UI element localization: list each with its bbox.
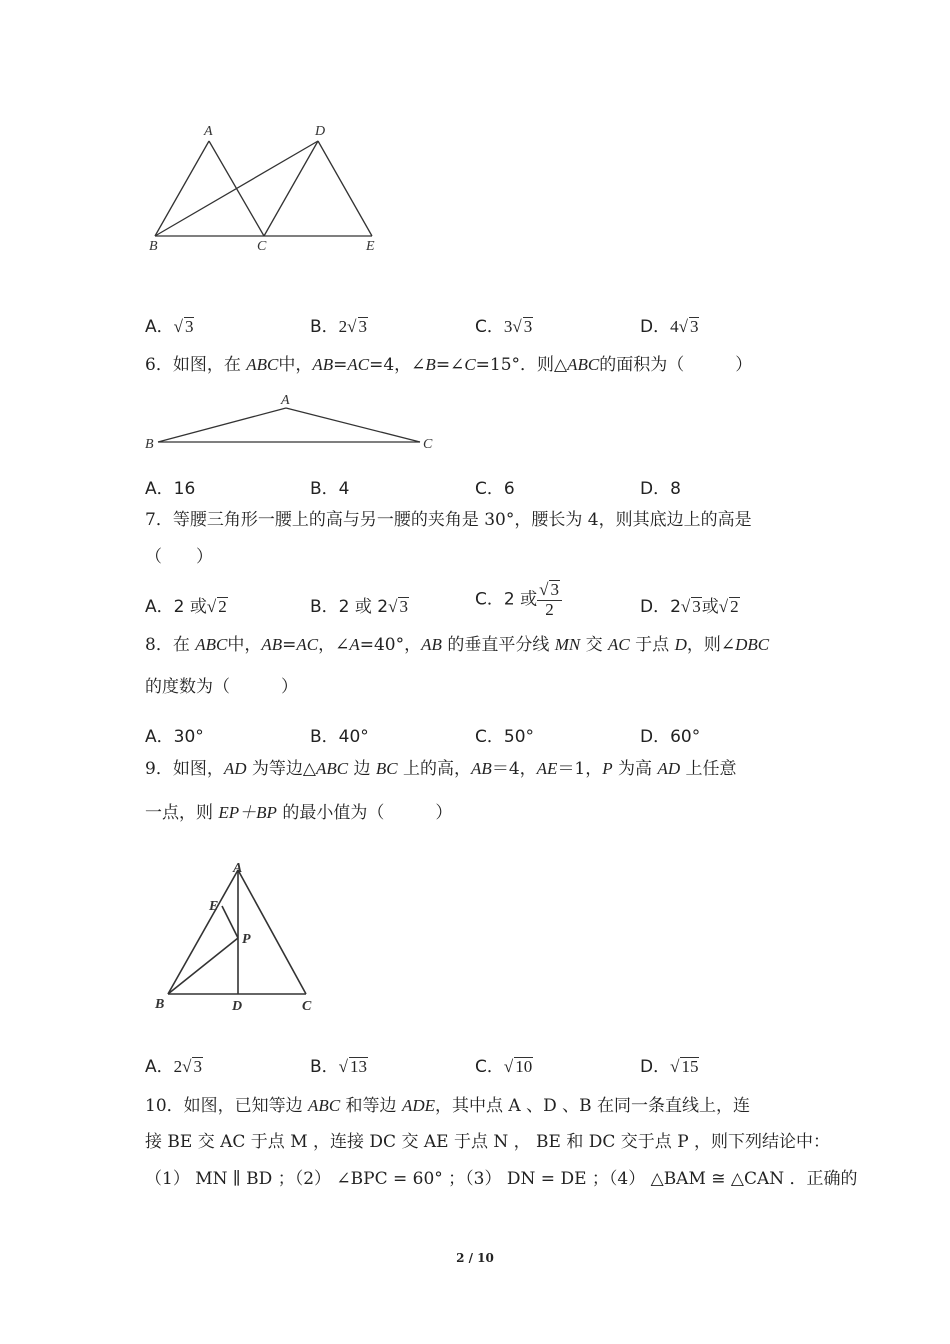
q10-stem: 10．如图，已知等边 ABC 和等边 ADE，其中点 A 、D 、B 在同一条直线上，连 (145, 1096, 751, 1116)
q8-option-b: B．40° (310, 727, 369, 747)
q7-stem-line2: （ ） (145, 547, 213, 567)
figure-q5-triangles (140, 120, 390, 260)
label-a: A (204, 124, 213, 139)
q9-option-d: D．√ 15 (640, 1057, 699, 1077)
label-a: A (281, 393, 290, 408)
q9-stem: 9．如图，AD 为等边△ABC 边 BC 上的高，AB＝4，AE＝1，P 为高 AD 上任意 (145, 759, 737, 779)
q6-option-c: C．6 (475, 479, 515, 499)
label-d: D (315, 124, 326, 139)
label-a: A (233, 861, 243, 876)
label-e: E (366, 239, 375, 254)
label-c: C (423, 437, 433, 452)
q8-option-a: A．30° (145, 727, 204, 747)
q9-stem-line2: 一点，则 EP＋BP 的最小值为（ ） (145, 803, 453, 823)
label-e: E (209, 899, 219, 914)
q5-option-b: B．2√ 3 (310, 317, 368, 337)
q6-option-a: A．16 (145, 479, 196, 499)
q5-option-a: A．√ 3 (145, 317, 194, 337)
q10-stem-line2: 接 BE 交 AC 于点 M ，连接 DC 交 AE 于点 N ， BE 和 DC 交于点 P ，则下列结论中： (145, 1132, 831, 1152)
q6-option-b: B．4 (310, 479, 350, 499)
q6-option-d: D．8 (640, 479, 681, 499)
q6-stem: 6．如图，在 ABC中，AB=AC=4，∠B=∠C=15°．则△ABC的面积为（ ） (145, 355, 753, 375)
q7-stem: 7．等腰三角形一腰上的高与另一腰的夹角是 30°，腰长为 4，则其底边上的高是 (145, 510, 752, 530)
label-b: B (155, 997, 165, 1012)
label-b: B (145, 437, 154, 452)
q8-stem: 8．在 ABC中，AB=AC，∠A=40°，AB 的垂直平分线 MN 交 AC 于点 D，则∠DBC (145, 635, 770, 655)
q7-option-b: B．2 或 2√ 3 (310, 597, 408, 617)
label-c: C (257, 239, 267, 254)
label-c: C (302, 999, 312, 1014)
q9-option-b: B．√ 13 (310, 1057, 368, 1077)
label-p: P (242, 932, 251, 947)
page-number: 2 / 10 (456, 1251, 494, 1265)
q9-option-a: A．2√ 3 (145, 1057, 202, 1077)
q8-stem-line2: 的度数为（ ） (145, 677, 298, 697)
q8-option-d: D．60° (640, 727, 701, 747)
q8-option-c: C．50° (475, 727, 535, 747)
q5-option-c: C．3√ 3 (475, 317, 533, 337)
q9-option-c: C．√ 10 (475, 1057, 533, 1077)
figure-q9-equilateral (150, 858, 330, 1018)
q7-option-c: C．2 或 $\frac{√ 3}{2}$ (475, 580, 562, 619)
q7-option-d: D．2√ 3或√ 2 (640, 597, 739, 617)
figure-q6-triangle (140, 390, 440, 455)
q7-option-a: A．2 或√ 2 (145, 597, 227, 617)
q10-stem-line3: （1） MN ∥ BD ；（2） ∠BPC = 60° ；（3） DN = DE ；（4） △BAM ≅ △CAN ．正确的 (145, 1169, 858, 1189)
label-d: D (232, 999, 243, 1014)
q5-option-d: D．4√ 3 (640, 317, 699, 337)
label-b: B (149, 239, 158, 254)
